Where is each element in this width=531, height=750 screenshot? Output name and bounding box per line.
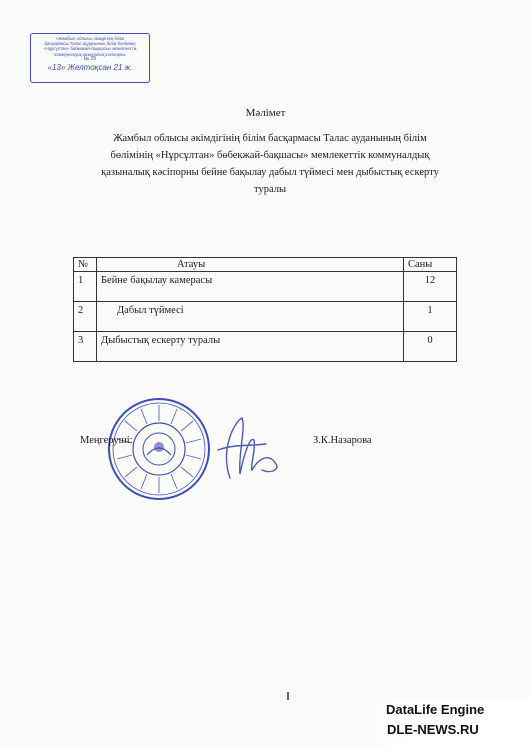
row-number: 2 [74, 302, 97, 332]
stamp-line: басқармасы Талас ауданының білім бөлімінің [44, 41, 136, 47]
stamp-date: «13» Желтоқсан 21 ж. [47, 63, 133, 73]
stamp-line: коммуналдық қазыналық кәсіпорны [54, 51, 126, 57]
row-number: 1 [74, 272, 97, 302]
stamp-number: № 25 [83, 55, 97, 62]
column-header-number: № [74, 258, 97, 272]
items-table [73, 257, 457, 362]
director-role-label: Меңгеруші: [80, 435, 133, 446]
watermark-url: DLE-NEWS.RU [387, 722, 479, 737]
table-row [74, 302, 457, 332]
column-header-quantity: Саны [404, 258, 457, 272]
document-title: Мәлімет [245, 107, 286, 119]
stamp-line: «Нұрсұлтан» бөбекжай-бақшасы» мемлекеттік [43, 46, 137, 52]
scan-mark [287, 692, 289, 700]
table-header-row [74, 258, 457, 272]
round-seal-icon [107, 397, 211, 501]
row-number: 3 [74, 332, 97, 362]
watermark-title: DataLife Engine [386, 702, 485, 717]
handwritten-signature [200, 410, 295, 485]
document-intro: Жамбыл облысы әкімдігінің білім басқармасы Талас ауданының білім бөлімінің «Нұрсұлтан» бөбекжай-бақшасы» мемлекеттік коммуналдық қазыналық кәсіпорны бейне бақылау дабыл түймесі мен дыбыстық ескерту туралы [101, 133, 439, 195]
stamp-line: «Жамбыл облысы әкімдігінің білім [55, 36, 125, 41]
row-quantity: 12 [404, 272, 457, 302]
table-row [74, 332, 457, 362]
row-name: Бейне бақылау камерасы [97, 272, 404, 302]
registration-stamp [30, 33, 150, 83]
row-quantity: 0 [404, 332, 457, 362]
table-row [74, 272, 457, 302]
column-header-name: Атауы [97, 258, 404, 272]
row-name: Дыбыстық ескерту туралы [97, 332, 404, 362]
director-name: З.К.Назарова [313, 435, 372, 446]
row-name: Дабыл түймесі [97, 302, 404, 332]
row-quantity: 1 [404, 302, 457, 332]
watermark-badge [380, 700, 531, 750]
